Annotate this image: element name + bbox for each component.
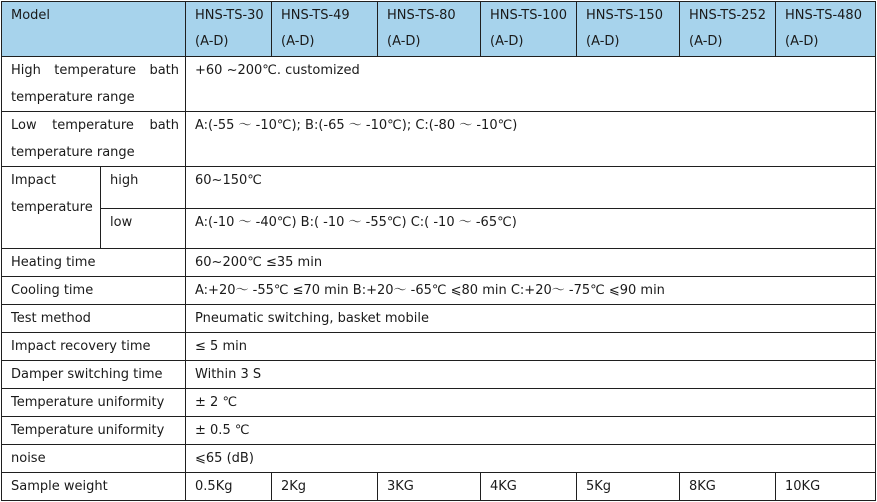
model-name: HNS-TS-49 [281, 8, 350, 23]
row-label: Cooling time [2, 277, 186, 305]
row-label: noise [2, 445, 186, 473]
row-value: +60 ~200℃. customized [186, 57, 876, 112]
row-value: 60~200℃ ≤35 min [186, 249, 876, 277]
table-row [2, 389, 876, 417]
model-name: HNS-TS-100 [490, 8, 567, 23]
model-variant: (A-D) [689, 34, 723, 49]
row-value: ± 0.5 ℃ [186, 417, 876, 445]
model-variant: (A-D) [586, 34, 620, 49]
model-name: HNS-TS-252 [689, 8, 766, 23]
header-model-label: Model [2, 2, 186, 57]
row-label: Impact recovery time [2, 333, 186, 361]
weight-cell: 2Kg [272, 473, 378, 501]
spec-table [1, 1, 876, 501]
model-name: HNS-TS-80 [387, 8, 456, 23]
model-variant: (A-D) [387, 34, 421, 49]
weight-cell: 0.5Kg [186, 473, 272, 501]
row-sublabel: high [101, 167, 186, 209]
table-row [2, 305, 876, 333]
row-sublabel: low [101, 209, 186, 249]
row-label: Sample weight [2, 473, 186, 501]
row-label: Test method [2, 305, 186, 333]
weight-cell: 10KG [776, 473, 876, 501]
header-model-cell [680, 2, 776, 57]
header-model-cell [186, 2, 272, 57]
header-row [2, 2, 876, 57]
header-model-cell [577, 2, 680, 57]
row-label: Temperature uniformity [2, 389, 186, 417]
row-value: Pneumatic switching, basket mobile [186, 305, 876, 333]
header-model-cell [481, 2, 577, 57]
header-model-cell [378, 2, 481, 57]
table-row [2, 277, 876, 305]
row-value: A:(-10 ～ -40℃) B:( -10 ～ -55℃) C:( -10 ～ -65℃) [186, 209, 876, 249]
table-row [2, 249, 876, 277]
model-name: HNS-TS-30 [195, 8, 264, 23]
row-value: Within 3 S [186, 361, 876, 389]
table-row [2, 361, 876, 389]
model-name: HNS-TS-480 [785, 8, 862, 23]
model-variant: (A-D) [490, 34, 524, 49]
row-label: Low temperature bath temperature range [2, 112, 186, 167]
table-row [2, 209, 876, 249]
table-row [2, 473, 876, 501]
weight-cell: 8KG [680, 473, 776, 501]
model-variant: (A-D) [785, 34, 819, 49]
row-label: Damper switching time [2, 361, 186, 389]
row-value: ± 2 ℃ [186, 389, 876, 417]
header-model-cell [272, 2, 378, 57]
header-model-cell [776, 2, 876, 57]
table-row [2, 333, 876, 361]
model-variant: (A-D) [195, 34, 229, 49]
table-row [2, 112, 876, 167]
row-value: ≤ 5 min [186, 333, 876, 361]
row-label: Heating time [2, 249, 186, 277]
weight-cell: 5Kg [577, 473, 680, 501]
row-value: A:(-55 ～ -10℃); B:(-65 ～ -10℃); C:(-80 ～ -10℃) [186, 112, 876, 167]
table-row [2, 445, 876, 473]
row-label: Temperature uniformity [2, 417, 186, 445]
table-row [2, 57, 876, 112]
weight-cell: 3KG [378, 473, 481, 501]
model-variant: (A-D) [281, 34, 315, 49]
weight-cell: 4KG [481, 473, 577, 501]
row-value: A:+20～ -55℃ ≤70 min B:+20～ -65℃ ⩽80 min C:+20～ -75℃ ⩽90 min [186, 277, 876, 305]
table-row [2, 417, 876, 445]
row-label: Impact temperature [2, 167, 101, 249]
row-value: 60~150℃ [186, 167, 876, 209]
table-row [2, 167, 876, 209]
row-label: High temperature bath temperature range [2, 57, 186, 112]
model-name: HNS-TS-150 [586, 8, 663, 23]
row-value: ⩽65 (dB) [186, 445, 876, 473]
